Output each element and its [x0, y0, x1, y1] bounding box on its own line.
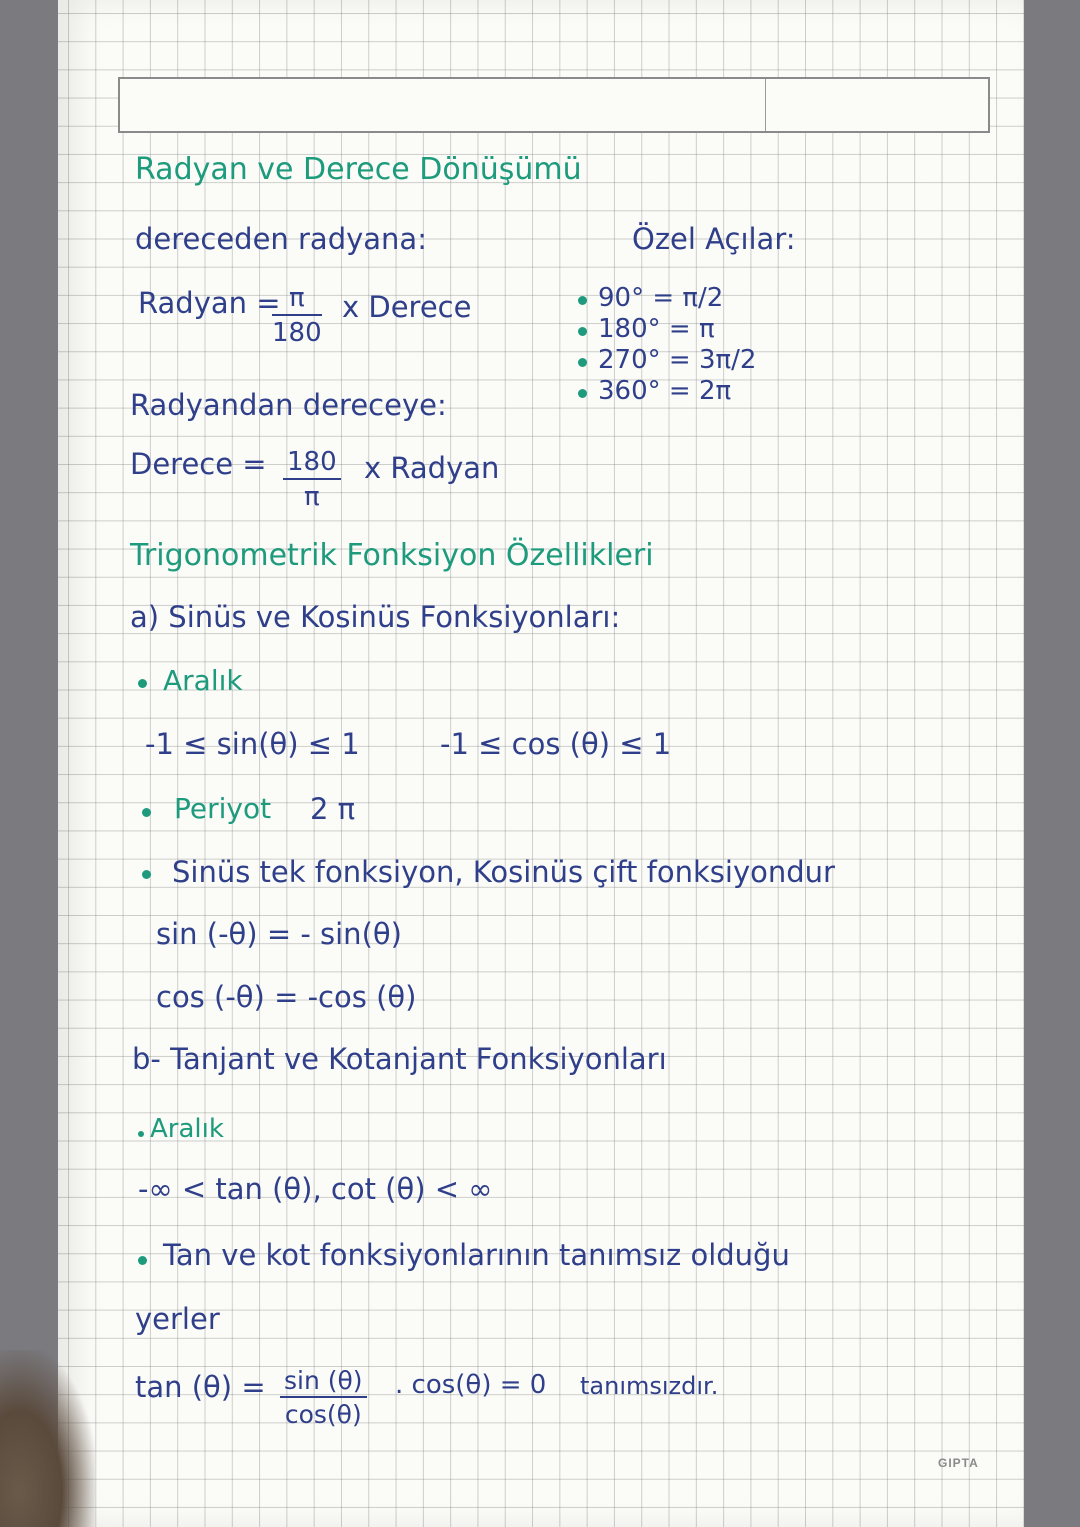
tan-formula-num: sin (θ) — [280, 1366, 367, 1398]
bullet-icon — [138, 1256, 147, 1265]
deg-formula-fraction — [283, 447, 341, 512]
period-value: 2 π — [310, 792, 356, 826]
header-box — [118, 77, 990, 133]
parity-text: Sinüs tek fonksiyon, Kosinüs çift fonksiyondur — [172, 855, 835, 889]
undefined-text-line1: Tan ve kot fonksiyonlarının tanımsız olduğu — [163, 1238, 790, 1272]
rad-formula-rhs: x Derece — [342, 290, 472, 324]
deg-formula-rhs: x Radyan — [364, 451, 500, 485]
tan-formula-lhs: tan (θ) = — [135, 1370, 266, 1404]
bullet-icon — [578, 389, 587, 398]
special-angle-360: 360° = 2π — [598, 376, 732, 406]
special-angle-90: 90° = π/2 — [598, 283, 724, 313]
tan-cot-range-label: Aralık — [150, 1114, 224, 1144]
cos-range: -1 ≤ cos (θ) ≤ 1 — [440, 727, 672, 761]
deg-formula-num: 180 — [283, 447, 341, 480]
thumb-shadow — [0, 1350, 95, 1527]
section-title-properties: Trigonometrik Fonksiyon Özellikleri — [130, 538, 654, 573]
rad-formula-fraction — [272, 283, 322, 348]
special-angle-180: 180° = π — [598, 314, 715, 344]
deg-to-rad-label: dereceden radyana: — [135, 222, 427, 256]
sin-odd-equation: sin (-θ) = - sin(θ) — [156, 917, 402, 951]
bullet-icon — [578, 358, 587, 367]
tan-formula-den: cos(θ) — [284, 1400, 362, 1429]
deg-formula-lhs: Derece = — [130, 447, 267, 481]
cos-even-equation: cos (-θ) = -cos (θ) — [156, 980, 417, 1014]
bullet-icon — [138, 1131, 144, 1137]
bullet-icon — [142, 870, 151, 879]
special-angles-title: Özel Açılar: — [632, 222, 796, 256]
bullet-icon — [578, 327, 587, 336]
notebook-brand: GIPTA — [938, 1456, 979, 1470]
tan-formula-fraction — [280, 1366, 367, 1429]
tan-cot-title: b- Tanjant ve Kotanjant Fonksiyonları — [132, 1042, 667, 1076]
sin-range: -1 ≤ sin(θ) ≤ 1 — [145, 727, 360, 761]
rad-formula-num: π — [272, 283, 322, 316]
deg-formula-den: π — [303, 482, 320, 512]
bullet-icon — [138, 679, 147, 688]
rad-to-deg-label: Radyandan dereceye: — [130, 388, 447, 422]
rad-formula-lhs: Radyan = — [138, 286, 281, 320]
bullet-icon — [578, 296, 587, 305]
sin-cos-range-label: Aralık — [163, 664, 243, 697]
tan-cot-range: -∞ < tan (θ), cot (θ) < ∞ — [138, 1172, 493, 1206]
bullet-icon — [142, 808, 151, 817]
section-title-conversion: Radyan ve Derece Dönüşümü — [135, 152, 582, 187]
tan-formula-note: tanımsızdır. — [580, 1372, 719, 1400]
period-label: Periyot — [174, 792, 272, 825]
sin-cos-title: a) Sinüs ve Kosinüs Fonksiyonları: — [130, 600, 621, 634]
rad-formula-den: 180 — [272, 318, 322, 348]
tan-formula-condition: . cos(θ) = 0 — [395, 1370, 547, 1400]
undefined-text-line2: yerler — [135, 1302, 220, 1336]
special-angle-270: 270° = 3π/2 — [598, 345, 757, 375]
